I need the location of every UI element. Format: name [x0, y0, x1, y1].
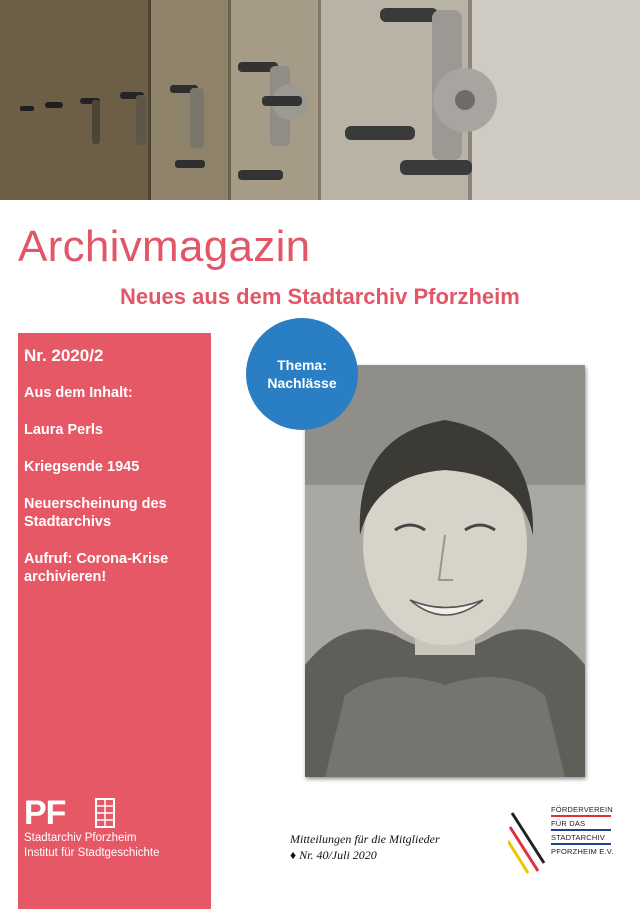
theme-badge	[246, 318, 358, 430]
divider	[551, 843, 611, 845]
issue-number: Nr. 2020/2	[24, 346, 104, 365]
badge-line-1: Thema:	[277, 357, 327, 373]
archive-shelving-image	[0, 0, 640, 200]
foerderverein-logo	[508, 805, 628, 875]
stadtarchiv-logo	[24, 794, 160, 859]
foerderverein-line-1: FÖRDERVEREIN	[551, 805, 613, 814]
members-line-1: Mitteilungen für die Mitglieder	[290, 832, 440, 846]
foerderverein-stripes-icon	[508, 805, 550, 875]
foerderverein-line-2: FÜR DAS	[551, 819, 586, 828]
header-photo	[0, 0, 640, 200]
logo-grid-icon	[95, 798, 115, 828]
contents-item: Kriegsende 1945	[24, 459, 140, 475]
divider	[551, 815, 611, 817]
logo-line-1: Stadtarchiv Pforzheim	[24, 832, 137, 844]
contents-heading: Aus dem Inhalt:	[24, 385, 133, 401]
contents-sidebar	[18, 333, 211, 909]
foerderverein-line-4: PFORZHEIM E.V.	[551, 847, 614, 856]
contents-item: Aufruf: Corona-Krise archivieren!	[24, 551, 169, 585]
contents-item: Laura Perls	[24, 422, 103, 438]
logo-letters: PF	[24, 794, 66, 832]
magazine-title: Archivmagazin	[18, 222, 311, 271]
portrait-image	[305, 365, 585, 777]
members-line-2: ♦ Nr. 40/Juli 2020	[290, 848, 377, 862]
portrait-photo	[305, 365, 585, 777]
badge-line-2: Nachlässe	[267, 375, 337, 391]
contents-item: Neuerscheinung des Stadtarchivs	[24, 496, 167, 530]
foerderverein-line-3: STADTARCHIV	[551, 833, 606, 842]
logo-line-2: Institut für Stadtgeschichte	[24, 847, 160, 859]
divider	[551, 829, 611, 831]
magazine-subtitle: Neues aus dem Stadtarchiv Pforzheim	[120, 284, 520, 309]
